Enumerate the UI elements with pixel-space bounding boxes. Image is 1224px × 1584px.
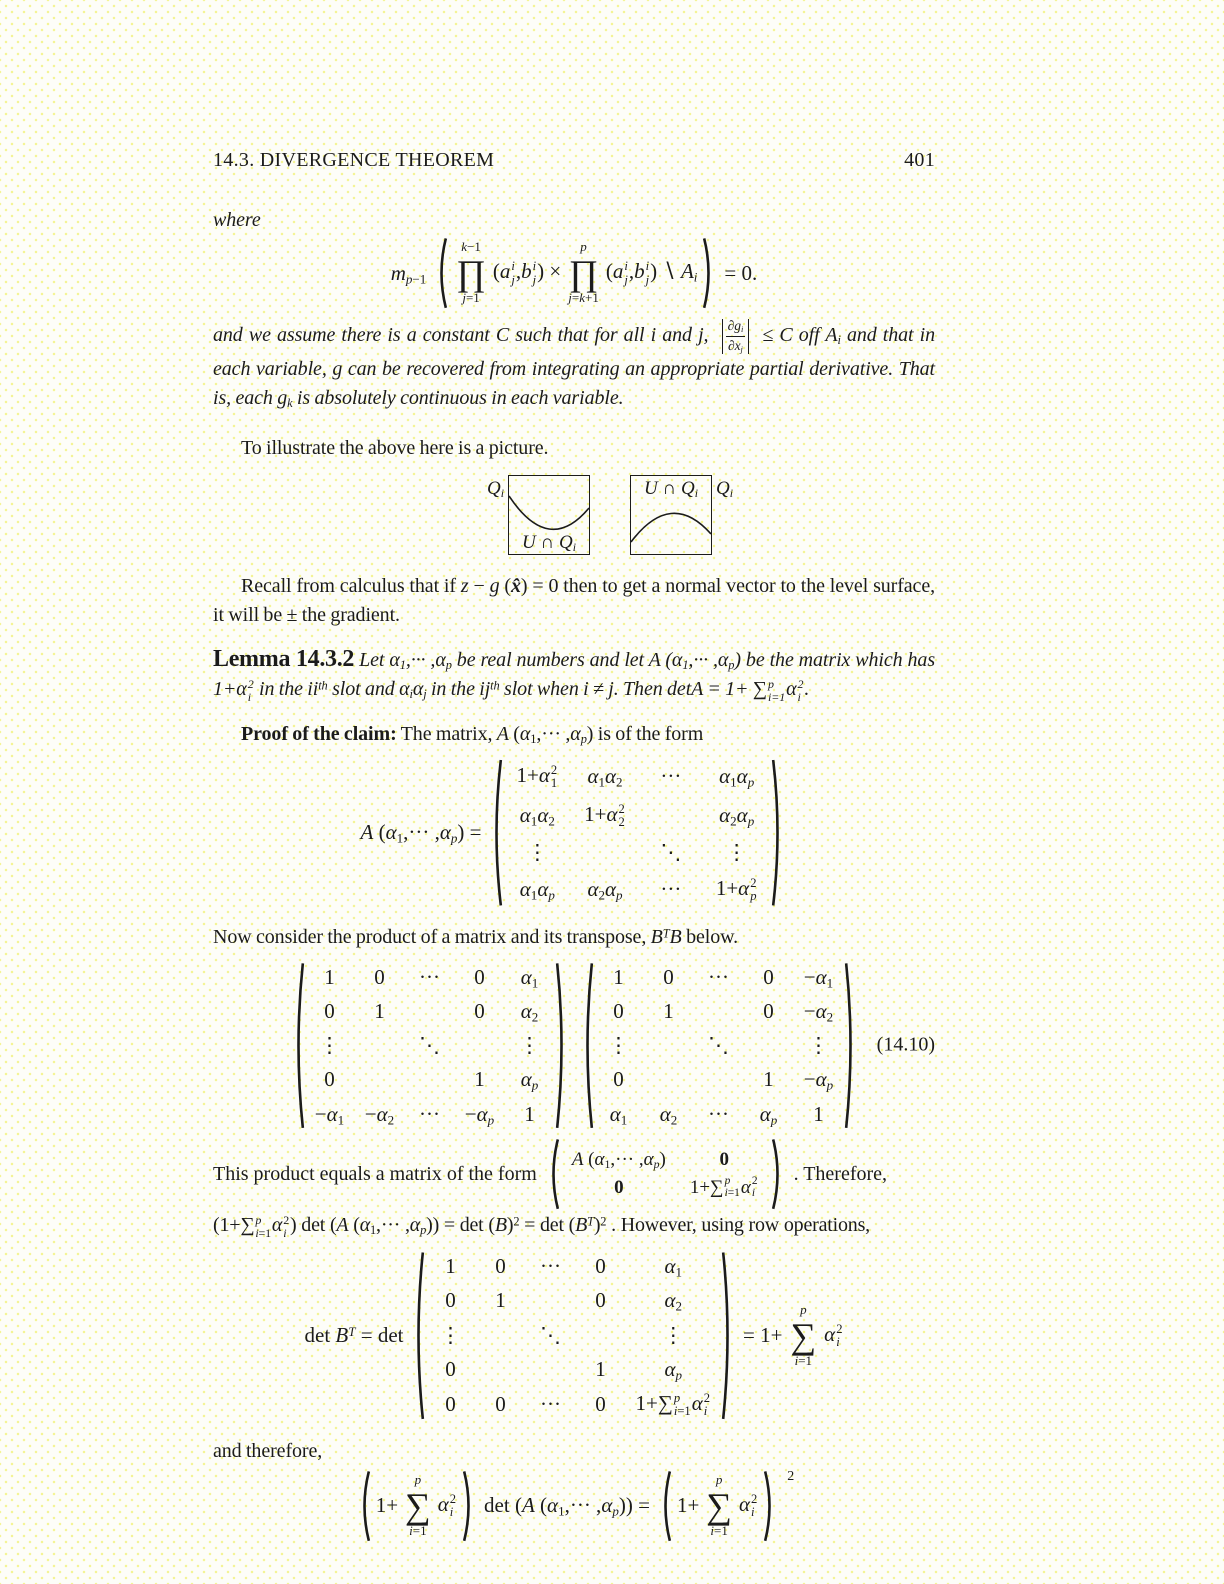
matrix-cell: 1 (595, 1356, 606, 1381)
where-label: where (213, 209, 261, 231)
matrix-B-transpose (581, 960, 857, 1131)
matrix-body (594, 960, 844, 1131)
matrix-cell: ⋱ (419, 1033, 440, 1058)
figure-illustration (213, 475, 935, 559)
left-paren (358, 1470, 371, 1542)
matrix-cell: $\alpha_p$ (664, 1356, 683, 1383)
figure-right-group (630, 475, 733, 559)
matrix-cell: 1 (524, 1101, 535, 1126)
product-operator-2: p ∏ j=k+1 (568, 239, 599, 306)
eq-term: α 2 i (738, 1491, 758, 1520)
matrix-body (560, 1146, 771, 1202)
matrix-cell (639, 796, 703, 834)
matrix-cell: $-\alpha_1$ (314, 1101, 345, 1127)
sum-operator: p ∑ i=1 (405, 1471, 431, 1538)
paragraph-product-line2: (1+∑ p i=1 α 2 i ) det (A $(\alpha_1,\cdot\cdot\cdot ,\alpha_p)) = \det (B)^2 = \det (B^T)^2$ . However, using row operations, (213, 1212, 870, 1240)
right-paren (771, 1138, 784, 1210)
label-U-cap-Qi-left: U ∩ $Q_i$ (522, 532, 576, 555)
matrix-cell: 0 (663, 964, 674, 989)
matrix-cell: 1 (495, 1288, 506, 1313)
matrix-cell: $\alpha_1$ (609, 1101, 628, 1127)
matrix-cell (744, 1028, 794, 1062)
eq-rhs-post: α 2 i (824, 1322, 843, 1350)
product-operator-1: k−1 ∏ j=1 (456, 239, 486, 306)
matrix-cell: 0 (614, 1177, 624, 1198)
lemma-body: Let $\alpha_1,\cdot\cdot\cdot ,\alpha_p$ be real numbers and let A $(\alpha_1,\cdot\cdot\cdot ,\alpha_p)$ be the matrix which has 1+α 2 i in the $ii^{th}$ slot and $\alpha_i\alpha_j$ in the $ij^{th}$ slot when i ≠ j. Then detA = 1+ ∑ p i=1 α 2 i . (213, 649, 936, 704)
matrix-cell: 1 (763, 1067, 774, 1092)
matrix-cell: $\alpha_1$ (664, 1254, 683, 1280)
matrix-cell: ⋮ (662, 1322, 684, 1347)
matrix-cell: 1+α 2 p (715, 876, 757, 904)
matrix-cell: 1 (374, 998, 385, 1023)
left-paren (547, 1138, 560, 1210)
paragraph-assumption (213, 318, 935, 413)
matrix-cell: $\alpha_p$ (520, 1067, 539, 1093)
right-paren (555, 960, 568, 1131)
matrix-cell: 0 (445, 1392, 456, 1417)
left-paren (490, 757, 503, 908)
right-box (630, 475, 712, 555)
page-number: 401 (904, 149, 935, 171)
eq-term: α 2 i (437, 1491, 457, 1520)
matrix-cell: 1+∑ p i=1 α 2 i (635, 1391, 711, 1419)
paragraph-transpose: Now consider the product of a matrix and its transpose, $B^TB$ below. (213, 925, 739, 948)
matrix-cell: ⋮ (526, 840, 548, 864)
matrix-cell: 1+α 2 2 (584, 801, 625, 829)
matrix-cell: ··· (419, 964, 440, 989)
matrix-cell: $\alpha_p$ (759, 1101, 778, 1127)
right-paren (763, 1470, 776, 1542)
equation-number: (14.10) (876, 1033, 935, 1056)
paragraph-picture-intro: To illustrate the above here is a picture. (241, 437, 549, 460)
matrix-cell: $-\alpha_2$ (364, 1101, 395, 1127)
matrix-cell: 1+∑ p i=1 α 2 i (689, 1175, 758, 1200)
matrix-cell: $-\alpha_1$ (803, 964, 834, 990)
matrix-cell (475, 1318, 525, 1352)
matrix-cell: ⋱ (660, 840, 682, 864)
matrix-cell (575, 1318, 625, 1352)
matrix-cell: 0 (474, 998, 485, 1023)
matrix-cell: 0 (763, 964, 774, 989)
matrix-cell (405, 1062, 455, 1096)
proof-body: The matrix, A $(\alpha_1,\cdot\cdot\cdot ,\alpha_p)$ is of the form (400, 723, 704, 747)
matrix-cell: 0 (445, 1356, 456, 1381)
matrix-cell: ⋮ (808, 1033, 829, 1058)
matrix-cell: 0 (595, 1288, 606, 1313)
matrix-cell: 0 (445, 1288, 456, 1313)
matrix-cell: 1 (813, 1101, 824, 1126)
eq-term: (a i j ,b i j ) × (492, 259, 562, 287)
matrix-cell: 0 (474, 964, 485, 989)
matrix-cell (405, 994, 455, 1028)
matrix-cell: ⋮ (319, 1033, 340, 1058)
equation-14-10 (213, 960, 935, 1131)
matrix-cell: ··· (539, 1254, 561, 1279)
right-paren (771, 757, 784, 908)
section-title: 14.3. DIVERGENCE THEOREM (213, 149, 495, 171)
eq-lhs: A $(\alpha_1,\cdot\cdot\cdot ,\alpha_p)$ = (360, 820, 482, 846)
left-paren (412, 1249, 425, 1422)
matrix-cell (355, 1028, 405, 1062)
matrix-cell: 0 (324, 998, 335, 1023)
matrix-cell (355, 1062, 405, 1096)
matrix-cell: ⋮ (608, 1033, 629, 1058)
equation-measure-zero (213, 237, 935, 309)
right-paren (462, 1470, 475, 1542)
matrix-cell: 0 (613, 998, 624, 1023)
matrix-body (503, 757, 770, 908)
matrix-cell: 0 (374, 964, 385, 989)
matrix-cell: 0 (595, 1392, 606, 1417)
left-paren (435, 237, 448, 309)
matrix-cell (525, 1283, 575, 1317)
paren-group-right (659, 1470, 776, 1542)
right-paren (844, 960, 857, 1131)
proof-label: Proof of the claim: (241, 723, 397, 746)
matrix-cell: 0 (613, 1067, 624, 1092)
matrix-cell: 0 (763, 998, 774, 1023)
equation-det-BT (213, 1249, 935, 1422)
matrix-cell: ⋮ (519, 1033, 540, 1058)
matrix-cell: 1 (474, 1067, 485, 1092)
matrix-cell: $\alpha_2$ (664, 1288, 683, 1314)
sum-operator: p ∑ i=1 (706, 1471, 732, 1538)
matrix-cell (644, 1062, 694, 1096)
text-run: and we assume there is a constant C such that for all i and j, (213, 324, 709, 347)
matrix-cell: $\alpha_1\alpha_p$ (719, 764, 755, 790)
proof-block (213, 720, 935, 749)
figure-left-group (487, 475, 590, 559)
matrix-B (292, 960, 568, 1131)
text-run: ≤ C off $A_i$ and that in each variable, g can be recovered from integrating an appropriate partial derivative. That is, each $g_k$ is absolutely continuous in each variable. (213, 324, 936, 411)
matrix-cell (644, 1028, 694, 1062)
matrix-cell (475, 1352, 525, 1386)
eq-term: 1+ (676, 1493, 700, 1518)
matrix-cell: ··· (660, 764, 682, 789)
lemma-block (213, 645, 935, 704)
paragraph-recall: Recall from calculus that if z − g (x̂) = 0 then to get a normal vector to the level surface, it will be ± the gradient. (213, 575, 935, 627)
matrix-cell: 0 (324, 1067, 335, 1092)
matrix-cell: $\alpha_1\alpha_2$ (587, 764, 623, 790)
matrix-cell (694, 994, 744, 1028)
matrix-cell: $\alpha_2\alpha_p$ (719, 802, 755, 828)
left-paren (292, 960, 305, 1131)
paragraph-and-therefore: and therefore, (213, 1439, 323, 1462)
squared-exponent: 2 (787, 1468, 795, 1484)
eq-lhs: $\det B^T = \det$ (304, 1323, 404, 1348)
block-matrix (547, 1138, 784, 1210)
text-run: This product equals a matrix of the form (213, 1162, 537, 1185)
label-U-cap-Qi-right: U ∩ $Q_i$ (644, 478, 698, 501)
matrix-cell: 0 (719, 1148, 729, 1170)
matrix-cell: $-\alpha_2$ (803, 998, 834, 1025)
matrix-cell: $-\alpha_p$ (803, 1067, 834, 1093)
paren-group-left (358, 1470, 475, 1542)
matrix-cell: 0 (495, 1254, 506, 1279)
matrix-cell: $\alpha_2$ (659, 1101, 678, 1127)
matrix-cell: 1 (613, 964, 624, 989)
matrix-cell: $-\alpha_p$ (464, 1101, 495, 1127)
page-header (213, 148, 935, 172)
label-Qi-left: $Q_i$ (486, 478, 504, 501)
matrix-cell: $\alpha_1\alpha_2$ (519, 802, 555, 828)
matrix-cell (571, 834, 639, 870)
matrix-cell: ··· (660, 877, 682, 902)
page-content (213, 148, 935, 1542)
matrix-cell (525, 1352, 575, 1386)
partial-derivative-fraction: $\frac{\partial g_i}{\partial x_j}$ (719, 318, 753, 355)
eq-term: (a i j ,b i j ) ∖ $A_i$ (605, 259, 698, 287)
matrix-cell: $\alpha_2$ (520, 998, 539, 1025)
matrix-cell: 1 (324, 964, 335, 989)
matrix-A (490, 757, 783, 908)
eq-lhs: $m_{p-1}$ (390, 260, 427, 286)
matrix-cell: ⋮ (439, 1322, 461, 1347)
matrix-cell (694, 1062, 744, 1096)
text-run: . Therefore, (793, 1162, 888, 1185)
matrix-cell: ··· (539, 1392, 561, 1417)
sum-operator: p ∑ i=1 (790, 1301, 817, 1368)
matrix-det-BT (412, 1249, 734, 1422)
matrix-cell (455, 1028, 505, 1062)
right-paren (702, 237, 715, 309)
matrix-cell: $\alpha_1\alpha_p$ (519, 877, 555, 903)
matrix-cell: $\alpha_1$ (520, 964, 539, 990)
matrix-cell: 1 (663, 998, 674, 1023)
matrix-cell: 0 (595, 1254, 606, 1279)
lemma-label: Lemma 14.3.2 (213, 646, 355, 673)
eq-middle: det (A $(\alpha_1,\cdot\cdot\cdot ,\alpha_p)$) = (484, 1493, 650, 1519)
paragraph-product-line1 (213, 1138, 935, 1210)
matrix-body (425, 1249, 721, 1422)
eq-rhs: = 0. (724, 260, 758, 285)
matrix-cell: ⋮ (726, 840, 748, 864)
left-paren (581, 960, 594, 1131)
matrix-cell: 1 (445, 1254, 456, 1279)
matrix-cell: A $(\alpha_1,\cdot\cdot\cdot ,\alpha_p)$ (571, 1148, 666, 1171)
label-Qi-right: $Q_i$ (716, 478, 734, 501)
matrix-cell: ··· (708, 1101, 729, 1126)
abs-bar (722, 319, 723, 354)
matrix-cell: 1+α 2 1 (516, 763, 558, 791)
equation-final (213, 1470, 935, 1542)
right-paren (721, 1249, 734, 1422)
matrix-cell: 0 (495, 1392, 506, 1417)
matrix-cell: $\alpha_2\alpha_p$ (587, 877, 623, 903)
paren-group (435, 237, 715, 309)
matrix-body (305, 960, 555, 1131)
matrix-cell: ⋱ (708, 1033, 729, 1058)
equation-matrix-A (213, 757, 935, 908)
left-paren (659, 1470, 672, 1542)
matrix-cell: ··· (419, 1101, 440, 1126)
abs-bar (748, 319, 749, 354)
left-box (508, 475, 590, 555)
matrix-cell: ··· (708, 964, 729, 989)
eq-rhs-pre: = 1+ (743, 1323, 783, 1348)
matrix-cell: ⋱ (539, 1322, 561, 1347)
eq-term: 1+ (375, 1493, 399, 1518)
